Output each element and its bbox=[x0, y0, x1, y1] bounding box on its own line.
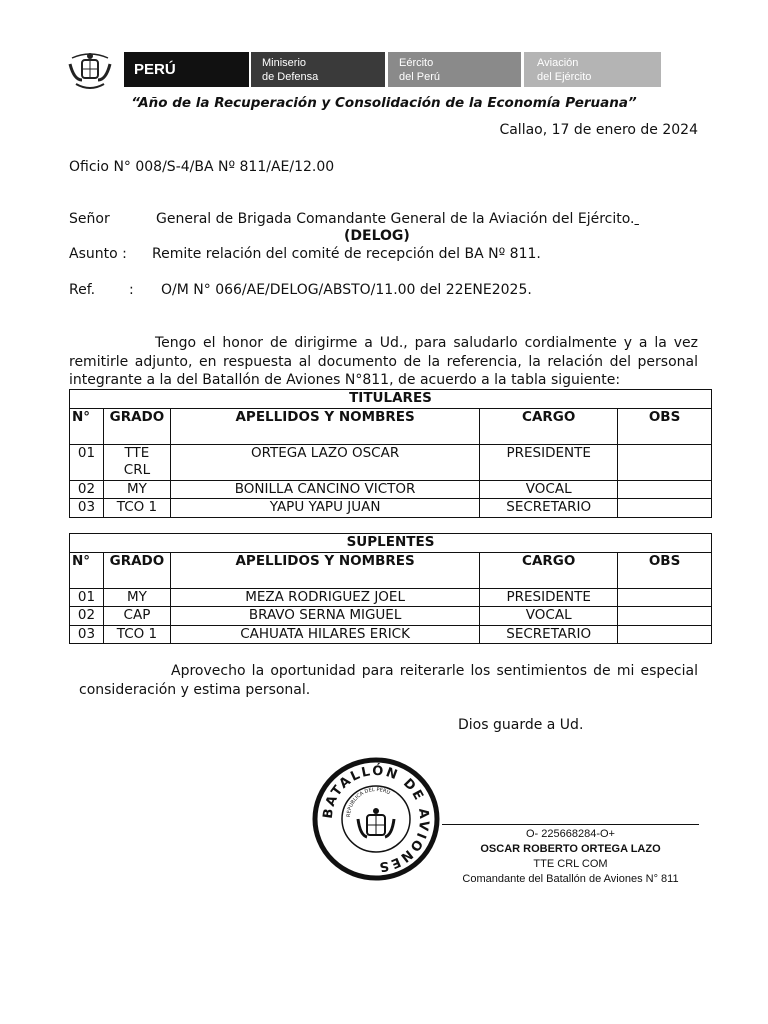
cell-cargo: VOCAL bbox=[480, 480, 618, 499]
cell-nombre: CAHUATA HILARES ERICK bbox=[170, 625, 479, 644]
table-row bbox=[70, 444, 712, 480]
titulares-caption: TITULARES bbox=[70, 390, 712, 409]
col-header-number: N° bbox=[70, 408, 104, 444]
cell-cargo: SECRETARIO bbox=[480, 499, 618, 518]
cell-grado: MY bbox=[103, 588, 170, 607]
signature-line bbox=[442, 824, 699, 825]
col-header-grado: GRADO bbox=[103, 408, 170, 444]
cell-number: 03 bbox=[70, 499, 104, 518]
col-header-number: N° bbox=[70, 552, 104, 588]
oficio-number: Oficio N° 008/S-4/BA Nº 811/AE/12.00 bbox=[69, 159, 335, 175]
cell-cargo: PRESIDENTE bbox=[480, 444, 618, 480]
header-aviation-box bbox=[524, 52, 661, 87]
body-paragraph: Tengo el honor de dirigirme a Ud., para saludarlo cordialmente y a la vez remitirle adjunto, en respuesta al documento de la referencia, la relación del personal integrante a la del Batallón de Aviones N°811, de acuerdo a la tabla siguiente: bbox=[69, 335, 698, 388]
header-ministry-box bbox=[251, 52, 385, 87]
cell-obs bbox=[618, 588, 712, 607]
header-ministry-line2: de Defensa bbox=[262, 71, 319, 83]
table-row bbox=[70, 625, 712, 644]
coat-of-arms-logo bbox=[66, 50, 114, 94]
header-country: PERÚ bbox=[134, 61, 176, 78]
cell-cargo: VOCAL bbox=[480, 607, 618, 626]
signature-name: OSCAR ROBERTO ORTEGA LAZO bbox=[480, 843, 661, 855]
recipient-text: General de Brigada Comandante General de la Aviación del Ejército. bbox=[156, 211, 635, 227]
cell-cargo: SECRETARIO bbox=[480, 625, 618, 644]
cell-nombre: YAPU YAPU JUAN bbox=[170, 499, 479, 518]
cell-nombre: MEZA RODRIGUEZ JOEL bbox=[170, 588, 479, 607]
seal-text: BATALLÓN DE AVIONES bbox=[320, 763, 432, 875]
cell-grado: TTE CRL bbox=[103, 444, 170, 480]
reference-colon: : bbox=[129, 282, 134, 298]
cell-number: 01 bbox=[70, 444, 104, 480]
cell-nombre: ORTEGA LAZO OSCAR bbox=[170, 444, 479, 480]
cell-nombre: BONILLA CANCINO VICTOR bbox=[170, 480, 479, 499]
farewell: Dios guarde a Ud. bbox=[458, 717, 584, 733]
signature-id: O- 225668284-O+ bbox=[526, 828, 615, 840]
subject-value: Remite relación del comité de recepción del BA Nº 811. bbox=[152, 246, 541, 262]
cell-number: 03 bbox=[70, 625, 104, 644]
cell-number: 02 bbox=[70, 480, 104, 499]
document-date: Callao, 17 de enero de 2024 bbox=[499, 122, 698, 138]
cell-obs bbox=[618, 607, 712, 626]
cell-grado: TCO 1 bbox=[103, 625, 170, 644]
cell-obs bbox=[618, 444, 712, 480]
cell-cargo: PRESIDENTE bbox=[480, 588, 618, 607]
cell-grado: TCO 1 bbox=[103, 499, 170, 518]
battalion-seal bbox=[312, 757, 440, 881]
col-header-nombres: APELLIDOS Y NOMBRES bbox=[170, 552, 479, 588]
titulares-table bbox=[69, 389, 712, 518]
suplentes-caption: SUPLENTES bbox=[70, 534, 712, 553]
table-row bbox=[70, 499, 712, 518]
col-header-obs: OBS bbox=[618, 408, 712, 444]
table-row bbox=[70, 480, 712, 499]
cell-obs bbox=[618, 625, 712, 644]
header-aviation-line2: del Ejército bbox=[537, 71, 592, 83]
cell-nombre: BRAVO SERNA MIGUEL bbox=[170, 607, 479, 626]
col-header-grado: GRADO bbox=[103, 552, 170, 588]
cell-number: 01 bbox=[70, 588, 104, 607]
table-row bbox=[70, 588, 712, 607]
col-header-nombres: APELLIDOS Y NOMBRES bbox=[170, 408, 479, 444]
reference-value: O/M N° 066/AE/DELOG/ABSTO/11.00 del 22ENE2025. bbox=[161, 282, 532, 298]
signature-rank: TTE CRL COM bbox=[533, 858, 608, 870]
col-header-cargo: CARGO bbox=[480, 552, 618, 588]
cell-grado: MY bbox=[103, 480, 170, 499]
year-motto: “Año de la Recuperación y Consolidación de la Economía Peruana” bbox=[131, 95, 637, 111]
seal-inner-text: REPUBLICA DEL PERÚ bbox=[345, 786, 391, 818]
header-ministry-line1: Miniserio bbox=[262, 57, 307, 69]
cell-obs bbox=[618, 499, 712, 518]
header-army-line1: Eército bbox=[399, 57, 434, 69]
signature-position: Comandante del Batallón de Aviones N° 811 bbox=[462, 873, 679, 885]
recipient-label: Señor bbox=[69, 211, 110, 227]
recipient-unit: (DELOG) bbox=[344, 228, 410, 244]
col-header-cargo: CARGO bbox=[480, 408, 618, 444]
table-row bbox=[70, 607, 712, 626]
header-peru-box bbox=[124, 52, 249, 87]
suplentes-table bbox=[69, 533, 712, 644]
reference-label: Ref. bbox=[69, 282, 96, 298]
header-army-box bbox=[388, 52, 521, 87]
col-header-obs: OBS bbox=[618, 552, 712, 588]
recipient-value bbox=[156, 211, 639, 227]
cell-grado: CAP bbox=[103, 607, 170, 626]
header-army-line2: del Perú bbox=[399, 71, 440, 83]
subject-label: Asunto : bbox=[69, 246, 127, 262]
header-aviation-line1: Aviación bbox=[537, 57, 579, 69]
cell-obs bbox=[618, 480, 712, 499]
closing-paragraph: Aprovecho la oportunidad para reiterarle los sentimientos de mi especial consideración y estima personal. bbox=[79, 663, 698, 698]
cell-number: 02 bbox=[70, 607, 104, 626]
